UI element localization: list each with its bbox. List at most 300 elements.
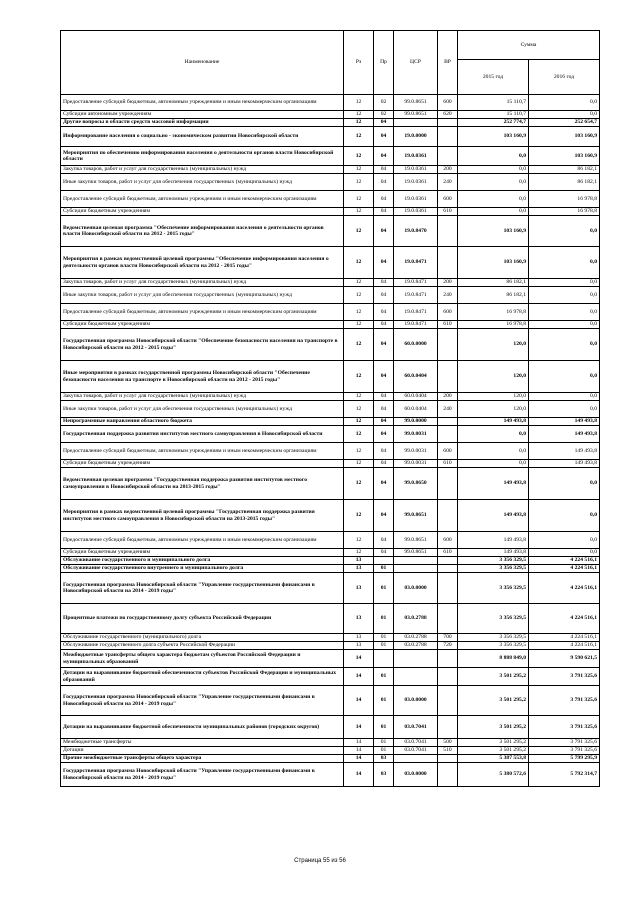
cell-pr: 04 [374,304,394,321]
cell-pr: 04 [374,443,394,460]
cell-sum-2016: 16 978,8 [529,191,600,208]
cell-pr: 04 [374,549,394,557]
cell-sum-2015: 0,0 [458,166,529,174]
cell-pr: 04 [374,460,394,468]
cell-name: Обслуживание государственного и муниципального долга [61,557,344,565]
table-body [61,95,600,787]
table-row [61,287,600,304]
cell-vr: 600 [438,95,458,111]
cell-sum-2015: 15 110,7 [458,111,529,119]
cell-pr: 04 [374,329,394,361]
table-row [61,763,600,787]
cell-pr: 01 [374,739,394,747]
table-row [61,443,600,460]
cell-sum-2015: 3 356 329,5 [458,573,529,604]
cell-csr: 03.0.2788 [394,642,438,650]
table-row [61,604,600,634]
cell-sum-2015: 3 501 295,2 [458,668,529,686]
cell-rz: 12 [344,287,374,304]
cell-name: Мероприятия по обеспечению информирования населения о деятельности органов власти Новосибирской области [61,147,344,166]
cell-sum-2016: 0,0 [529,279,600,287]
cell-rz: 14 [344,716,374,739]
col-rz-header: Рз [344,31,374,95]
cell-vr [438,418,458,426]
cell-vr [438,468,458,500]
table-row [61,557,600,565]
cell-sum-2015: 86 182,1 [458,279,529,287]
cell-pr: 04 [374,247,394,279]
cell-vr [438,557,458,565]
cell-sum-2015: 103 160,9 [458,216,529,247]
table-row [61,247,600,279]
cell-sum-2016: 4 224 516,1 [529,565,600,573]
cell-sum-2016: 16 978,8 [529,208,600,216]
cell-pr: 01 [374,747,394,755]
cell-vr: 610 [438,460,458,468]
col-sum-header: Сумма [458,31,600,60]
cell-csr: 60.0.0000 [394,329,438,361]
cell-vr [438,565,458,573]
table-row [61,747,600,755]
cell-csr: 19.0.8471 [394,247,438,279]
cell-vr [438,147,458,166]
cell-name: Субсидии бюджетным учреждениям [61,208,344,216]
cell-csr: 03.0.2788 [394,604,438,634]
cell-rz: 12 [344,208,374,216]
budget-document [60,30,599,787]
table-row [61,650,600,668]
cell-rz: 12 [344,127,374,147]
cell-vr [438,650,458,668]
cell-csr: 60.0.0404 [394,361,438,393]
cell-csr: 03.0.0000 [394,573,438,604]
cell-sum-2016: 149 493,8 [529,418,600,426]
cell-vr [438,127,458,147]
cell-rz: 12 [344,532,374,549]
cell-vr: 500 [438,739,458,747]
table-row [61,111,600,119]
cell-sum-2016: 149 493,8 [529,460,600,468]
cell-csr: 19.0.8471 [394,279,438,287]
cell-vr: 240 [438,401,458,418]
cell-sum-2015: 16 978,8 [458,321,529,329]
cell-csr: 99.0.0031 [394,460,438,468]
cell-name: Обслуживание государственного (муниципального) долга [61,634,344,642]
cell-sum-2016: 0,0 [529,111,600,119]
col-csr-header: ЦСР [394,31,438,95]
cell-sum-2015: 252 774,7 [458,119,529,127]
table-row [61,716,600,739]
table-header [61,31,600,95]
table-row [61,460,600,468]
table-row [61,468,600,500]
cell-rz: 12 [344,426,374,443]
table-row [61,418,600,426]
table-row [61,532,600,549]
cell-pr: 04 [374,393,394,401]
cell-pr: 04 [374,127,394,147]
cell-vr: 610 [438,208,458,216]
cell-sum-2015: 120,0 [458,329,529,361]
budget-table [60,30,600,787]
cell-name: Мероприятия в рамках ведомственной целевой программы "Государственная поддержка развития институтов местного самоуправления в Новосибирской области на 2013-2015 годы" [61,500,344,532]
cell-csr: 19.0.8471 [394,304,438,321]
cell-sum-2015: 0,0 [458,147,529,166]
cell-rz: 12 [344,95,374,111]
cell-rz: 12 [344,443,374,460]
cell-vr: 200 [438,279,458,287]
cell-csr: 19.0.0000 [394,127,438,147]
cell-rz: 12 [344,500,374,532]
cell-name: Закупка товаров, работ и услуг для государственных (муниципальных) нужд [61,166,344,174]
cell-vr: 720 [438,642,458,650]
cell-sum-2016: 3 791 325,6 [529,747,600,755]
cell-sum-2016: 0,0 [529,287,600,304]
cell-rz: 12 [344,468,374,500]
cell-vr: 600 [438,532,458,549]
cell-sum-2015: 3 356 329,5 [458,634,529,642]
cell-pr [374,650,394,668]
cell-sum-2016: 0,0 [529,549,600,557]
cell-name: Дотации [61,747,344,755]
cell-csr [394,668,438,686]
cell-sum-2015: 5 380 572,6 [458,763,529,787]
cell-sum-2016: 3 791 325,6 [529,686,600,716]
cell-rz: 14 [344,747,374,755]
table-row [61,642,600,650]
cell-name: Закупка товаров, работ и услуг для государственных (муниципальных) нужд [61,393,344,401]
cell-sum-2015: 0,0 [458,443,529,460]
col-2015-header: 2015 год [458,60,529,95]
cell-sum-2016: 0,0 [529,361,600,393]
cell-vr: 600 [438,304,458,321]
cell-pr: 04 [374,468,394,500]
cell-csr: 99.0.8651 [394,532,438,549]
cell-pr: 04 [374,418,394,426]
cell-name: Обслуживание государственного внутреннего и муниципального долга [61,565,344,573]
cell-rz: 14 [344,763,374,787]
cell-rz: 12 [344,304,374,321]
cell-vr [438,247,458,279]
cell-sum-2015: 86 182,1 [458,287,529,304]
cell-rz: 14 [344,668,374,686]
cell-vr: 510 [438,747,458,755]
cell-rz: 13 [344,642,374,650]
cell-name: Дотации на выравнивание бюджетной обеспеченности субъектов Российской Федерации и муниципальных образований [61,668,344,686]
cell-pr: 04 [374,287,394,304]
cell-sum-2015: 149 493,8 [458,532,529,549]
cell-sum-2015: 15 110,7 [458,95,529,111]
cell-vr [438,500,458,532]
cell-csr: 03.0.2788 [394,634,438,642]
cell-sum-2016: 0,0 [529,321,600,329]
cell-pr: 04 [374,426,394,443]
table-row [61,573,600,604]
cell-pr: 02 [374,95,394,111]
cell-pr: 04 [374,147,394,166]
cell-pr: 04 [374,361,394,393]
cell-rz: 14 [344,650,374,668]
cell-sum-2015: 3 501 295,2 [458,716,529,739]
cell-rz: 12 [344,174,374,191]
cell-rz: 12 [344,119,374,127]
cell-sum-2016: 0,0 [529,532,600,549]
cell-name: Ведомственная целевая программа "Обеспечение информирования населения о деятельности органов власти Новосибирской области на 2012 - 2015 годы" [61,216,344,247]
cell-pr: 04 [374,532,394,549]
cell-sum-2016: 5 792 314,7 [529,763,600,787]
cell-csr: 19.0.0361 [394,191,438,208]
cell-vr [438,119,458,127]
cell-vr [438,716,458,739]
cell-csr: 19.0.8471 [394,321,438,329]
cell-vr: 600 [438,191,458,208]
table-row [61,739,600,747]
cell-rz: 12 [344,549,374,557]
cell-rz: 12 [344,216,374,247]
cell-vr [438,668,458,686]
cell-csr [394,650,438,668]
cell-csr [394,119,438,127]
cell-csr: 03.0.7041 [394,747,438,755]
cell-sum-2016: 0,0 [529,216,600,247]
table-row [61,191,600,208]
cell-pr: 01 [374,686,394,716]
cell-rz: 13 [344,634,374,642]
table-row [61,668,600,686]
cell-rz: 13 [344,573,374,604]
cell-sum-2015: 3 501 295,2 [458,686,529,716]
cell-pr: 01 [374,716,394,739]
cell-csr: 99.0.8651 [394,95,438,111]
cell-vr [438,604,458,634]
table-row [61,686,600,716]
cell-pr: 04 [374,208,394,216]
cell-sum-2016: 3 791 325,6 [529,668,600,686]
cell-name: Субсидии автономным учреждениям [61,111,344,119]
cell-sum-2016: 0,0 [529,500,600,532]
col-pr-header: Пр [374,31,394,95]
cell-name: Иные закупки товаров, работ и услуг для обеспечения государственных (муниципальных) нужд [61,174,344,191]
table-row [61,361,600,393]
cell-pr: 01 [374,604,394,634]
cell-name: Информирование населения о социально - экономическом развитии Новосибирской области [61,127,344,147]
cell-csr: 99.0.8651 [394,500,438,532]
cell-csr: 99.0.8650 [394,468,438,500]
cell-name: Предоставление субсидий бюджетным, автономным учреждениям и иным некоммерческим организациям [61,443,344,460]
cell-rz: 12 [344,401,374,418]
table-row [61,119,600,127]
cell-csr: 19.0.0361 [394,208,438,216]
cell-csr: 60.0.0404 [394,401,438,418]
cell-name: Предоставление субсидий бюджетным, автономным учреждениям и иным некоммерческим организациям [61,191,344,208]
cell-pr [374,557,394,565]
cell-name: Иные закупки товаров, работ и услуг для обеспечения государственных (муниципальных) нужд [61,401,344,418]
cell-vr: 240 [438,174,458,191]
cell-pr: 04 [374,166,394,174]
cell-rz: 12 [344,279,374,287]
cell-sum-2015: 120,0 [458,401,529,418]
cell-name: Дотации на выравнивание бюджетной обеспеченности муниципальных районов (городских округов) [61,716,344,739]
table-row [61,755,600,763]
cell-pr: 01 [374,573,394,604]
cell-sum-2015: 103 160,9 [458,127,529,147]
cell-name: Государственная программа Новосибирской области "Управление государственными финансами в Новосибирской области на 2014 - 2019 годы" [61,763,344,787]
cell-vr: 200 [438,166,458,174]
cell-vr [438,426,458,443]
cell-sum-2016: 0,0 [529,304,600,321]
page-footer: Страница 55 из 56 [294,858,346,864]
cell-sum-2016: 86 182,1 [529,174,600,191]
table-row [61,426,600,443]
cell-name: Государственная поддержка развития институтов местного самоуправления в Новосибирской области [61,426,344,443]
col-vr-header: ВР [438,31,458,95]
cell-sum-2015: 103 160,9 [458,247,529,279]
cell-name: Межбюджетные трансферты общего характера бюджетам субъектов Российской Федерации и муниципальных образований [61,650,344,668]
cell-rz: 12 [344,329,374,361]
table-row [61,147,600,166]
cell-csr: 99.0.0031 [394,443,438,460]
cell-pr: 04 [374,401,394,418]
cell-rz: 12 [344,393,374,401]
cell-csr: 60.0.0404 [394,393,438,401]
cell-pr: 04 [374,191,394,208]
table-row [61,279,600,287]
cell-rz: 13 [344,604,374,634]
cell-sum-2016: 103 160,9 [529,127,600,147]
cell-pr: 01 [374,668,394,686]
cell-vr [438,763,458,787]
cell-rz: 12 [344,166,374,174]
cell-sum-2016: 4 224 516,1 [529,642,600,650]
cell-sum-2015: 0,0 [458,174,529,191]
cell-name: Субсидии бюджетным учреждениям [61,321,344,329]
cell-csr: 99.0.0031 [394,426,438,443]
cell-rz: 14 [344,739,374,747]
table-row [61,304,600,321]
table-row [61,401,600,418]
cell-sum-2016: 3 791 325,6 [529,739,600,747]
cell-sum-2016: 0,0 [529,247,600,279]
cell-sum-2016: 149 493,8 [529,426,600,443]
cell-sum-2016: 0,0 [529,393,600,401]
cell-sum-2015: 3 356 329,5 [458,604,529,634]
cell-pr: 02 [374,111,394,119]
cell-name: Прочие межбюджетные трансферты общего характера [61,755,344,763]
cell-rz: 12 [344,361,374,393]
cell-vr: 620 [438,111,458,119]
cell-pr: 04 [374,216,394,247]
cell-name: Иные закупки товаров, работ и услуг для обеспечения государственных (муниципальных) нужд [61,287,344,304]
cell-sum-2016: 0,0 [529,95,600,111]
table-row [61,166,600,174]
cell-sum-2015: 3 356 329,5 [458,557,529,565]
table-row [61,208,600,216]
cell-vr: 240 [438,287,458,304]
cell-vr [438,686,458,716]
cell-csr: 19.0.8471 [394,287,438,304]
cell-name: Межбюджетные трансферты [61,739,344,747]
cell-vr [438,216,458,247]
cell-name: Предоставление субсидий бюджетным, автономным учреждениям и иным некоммерческим организациям [61,95,344,111]
cell-csr: 03.0.7041 [394,716,438,739]
cell-csr: 19.0.0361 [394,166,438,174]
cell-sum-2015: 5 387 553,8 [458,755,529,763]
cell-pr: 01 [374,565,394,573]
cell-csr: 03.0.7041 [394,739,438,747]
cell-sum-2016: 4 224 516,1 [529,557,600,565]
table-row [61,321,600,329]
cell-name: Предоставление субсидий бюджетным, автономным учреждениям и иным некоммерческим организациям [61,304,344,321]
cell-rz: 12 [344,191,374,208]
cell-sum-2015: 149 493,8 [458,549,529,557]
cell-sum-2015: 120,0 [458,361,529,393]
cell-rz: 12 [344,247,374,279]
cell-sum-2015: 149 493,8 [458,500,529,532]
cell-csr: 03.0.0000 [394,686,438,716]
table-row [61,95,600,111]
cell-rz: 14 [344,755,374,763]
cell-csr: 99.0.8651 [394,549,438,557]
cell-sum-2015: 8 888 849,0 [458,650,529,668]
cell-sum-2016: 9 590 621,5 [529,650,600,668]
table-row [61,216,600,247]
cell-sum-2015: 0,0 [458,426,529,443]
cell-csr [394,557,438,565]
cell-pr: 04 [374,119,394,127]
cell-name: Процентные платежи по государственному долгу субъекта Российской Федерации [61,604,344,634]
cell-pr: 01 [374,642,394,650]
table-row [61,565,600,573]
cell-vr: 200 [438,393,458,401]
table-row [61,329,600,361]
cell-sum-2015: 3 501 295,2 [458,739,529,747]
cell-sum-2015: 149 493,8 [458,418,529,426]
cell-sum-2015: 0,0 [458,208,529,216]
cell-sum-2015: 3 501 295,2 [458,747,529,755]
cell-name: Иные мероприятия в рамках государственной программы Новосибирской области "Обеспечение безопасности населения на транспорте в Новосибирской области на 2012 - 2015 годы" [61,361,344,393]
cell-pr: 01 [374,634,394,642]
cell-sum-2016: 5 799 295,9 [529,755,600,763]
table-row [61,500,600,532]
cell-sum-2016: 149 493,8 [529,443,600,460]
cell-vr: 610 [438,321,458,329]
cell-vr [438,755,458,763]
cell-name: Ведомственная целевая программа "Государственная поддержка развития институтов местного самоуправления в Новосибирской области на 2013-2015 годы" [61,468,344,500]
cell-name: Государственная программа Новосибирской области "Управление государственными финансами в Новосибирской области на 2014 - 2019 годы" [61,686,344,716]
cell-csr: 19.0.0361 [394,174,438,191]
col-name-header: Наименование [61,31,344,95]
table-row [61,549,600,557]
table-row [61,634,600,642]
cell-csr: 19.0.8470 [394,216,438,247]
cell-name: Обслуживание государственного долга субъекта Российской Федерации [61,642,344,650]
cell-rz: 12 [344,111,374,119]
cell-vr: 610 [438,549,458,557]
cell-sum-2016: 86 182,1 [529,166,600,174]
cell-vr: 600 [438,443,458,460]
cell-name: Непрограммные направления областного бюджета [61,418,344,426]
cell-name: Другие вопросы в области средств массовой информации [61,119,344,127]
cell-rz: 12 [344,321,374,329]
cell-csr: 19.0.0361 [394,147,438,166]
col-2016-header: 2016 год [529,60,600,95]
cell-pr: 03 [374,755,394,763]
cell-sum-2016: 3 791 325,6 [529,716,600,739]
cell-vr [438,329,458,361]
cell-rz: 13 [344,565,374,573]
cell-rz: 12 [344,147,374,166]
cell-name: Закупка товаров, работ и услуг для государственных (муниципальных) нужд [61,279,344,287]
